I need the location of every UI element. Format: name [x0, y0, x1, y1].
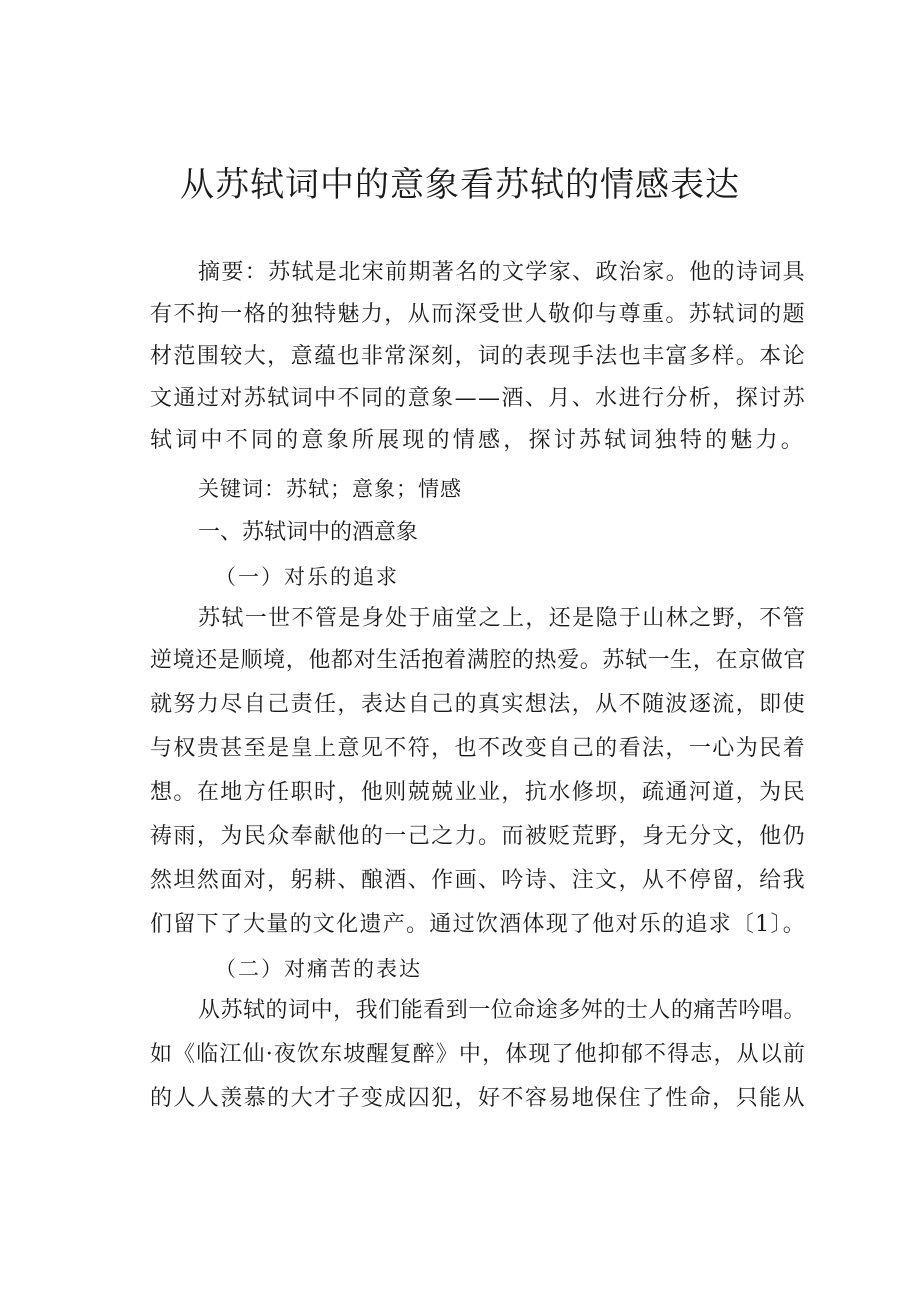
subsection-heading: （二）对痛苦的表达: [215, 957, 422, 981]
subsection-heading: （一）对乐的追求: [215, 565, 399, 589]
body-line: 祷雨，为民众奉献他的一己之力。而被贬荒野，身无分文，他仍: [150, 824, 807, 849]
abstract-line: 有不拘一格的独特魅力，从而深受世人敬仰与尊重。苏轼词的题: [150, 302, 807, 327]
abstract-line: 材范围较大，意蕴也非常深刻，词的表现手法也丰富多样。本论: [150, 344, 807, 369]
body-line: 从苏轼的词中，我们能看到一位命途多舛的士人的痛苦吟唱。: [198, 998, 807, 1023]
body-line: 们留下了大量的文化遗产。通过饮酒体现了他对乐的追求〔1〕。: [150, 912, 806, 937]
body-line: 的人人羡慕的大才子变成囚犯，好不容易地保住了性命，只能从: [150, 1086, 807, 1111]
abstract-line: 摘要：苏轼是北宋前期著名的文学家、政治家。他的诗词具: [198, 260, 807, 285]
abstract-line: 轼词中不同的意象所展现的情感，探讨苏轼词独特的魅力。: [150, 428, 807, 453]
body-line: 就努力尽自己责任，表达自己的真实想法，从不随波逐流，即使: [150, 692, 807, 717]
section-heading: 一、苏轼词中的酒意象: [198, 520, 419, 545]
body-line: 想。在地方任职时，他则兢兢业业，抗水修坝，疏通河道，为民: [150, 780, 807, 805]
body-line: 与权贵甚至是皇上意见不符，也不改变自己的看法，一心为民着: [150, 736, 807, 761]
body-line: 苏轼一世不管是身处于庙堂之上，还是隐于山林之野，不管: [198, 606, 807, 631]
body-line: 逆境还是顺境，他都对生活抱着满腔的热爱。苏轼一生，在京做官: [150, 648, 807, 673]
body-line: 然坦然面对，躬耕、酿酒、作画、吟诗、注文，从不停留，给我: [150, 868, 807, 893]
body-line: 如《临江仙·夜饮东坡醒复醉》中，体现了他抑郁不得志，从以前: [150, 1042, 806, 1067]
abstract-line: 文通过对苏轼词中不同的意象——酒、月、水进行分析，探讨苏: [150, 386, 807, 411]
keywords-line: 关键词：苏轼；意象；情感: [198, 477, 462, 501]
document-title: 从苏轼词中的意象看苏轼的情感表达: [180, 165, 740, 205]
